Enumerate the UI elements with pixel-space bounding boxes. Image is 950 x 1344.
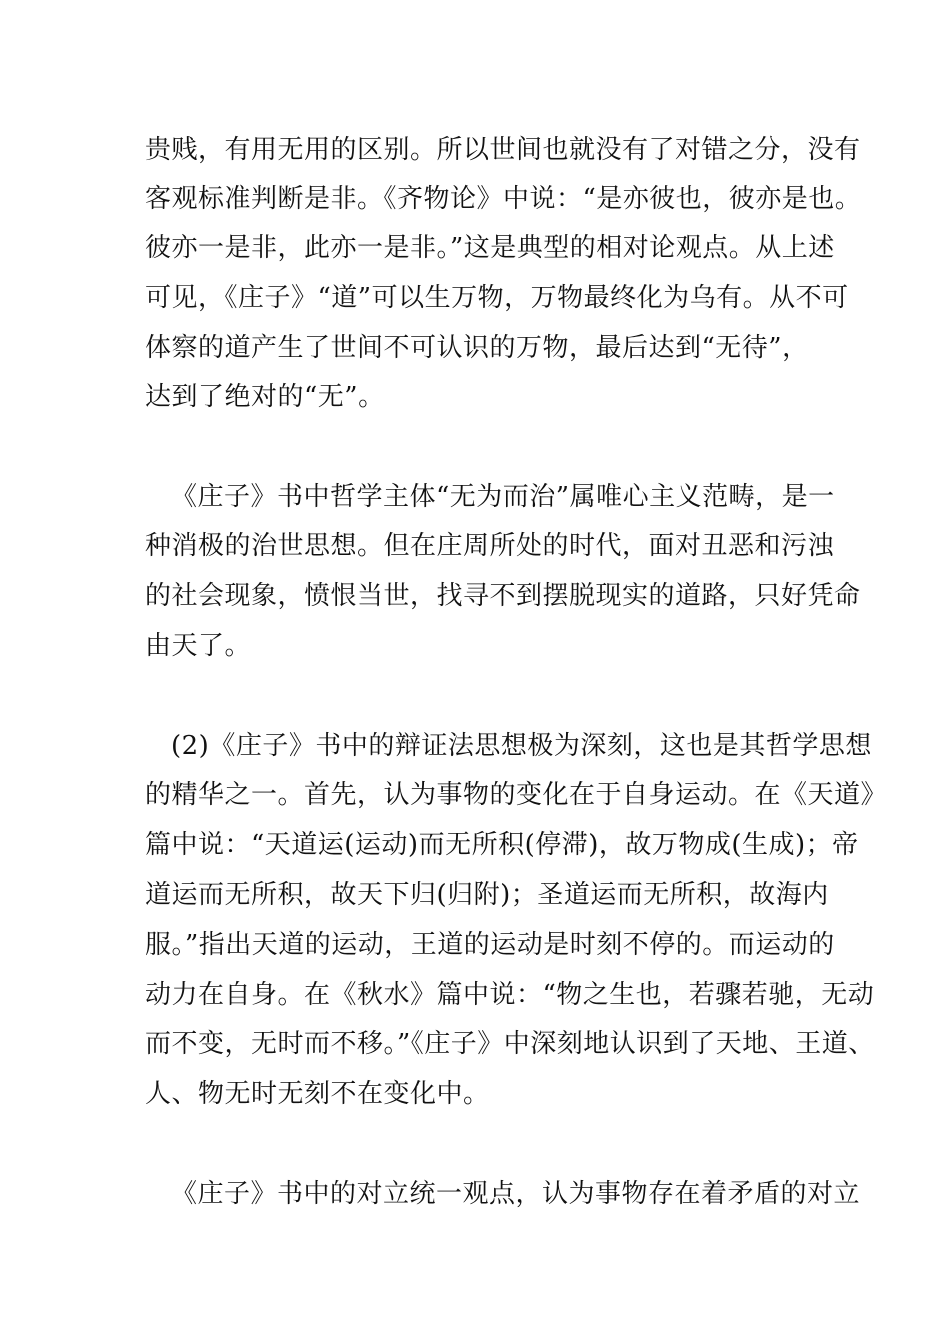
paragraph-1-line-1: 贵贱，有用无用的区别。所以世间也就没有了对错之分，没有 [145, 135, 861, 165]
paragraph-2-line-1: 《庄子》书中哲学主体“无为而治”属唯心主义范畴，是一 [171, 482, 835, 512]
paragraph-1-line-2: 客观标准判断是非。《齐物论》中说：“是亦彼也，彼亦是也。 [145, 184, 862, 214]
paragraph-1-line-6: 达到了绝对的“无”。 [145, 382, 385, 412]
paragraph-3-line-5: 服。”指出天道的运动，王道的运动是时刻不停的。而运动的 [145, 930, 835, 960]
paragraph-3-line-7: 而不变，无时而不移。”《庄子》中深刻地认识到了天地、王道、 [145, 1029, 875, 1059]
paragraph-2-line-2: 种消极的治世思想。但在庄周所处的时代，面对丑恶和污浊 [145, 531, 835, 561]
paragraph-2-line-4: 由天了。 [145, 631, 252, 661]
paragraph-3-line-3: 篇中说：“天道运(运动)而无所积(停滞)，故万物成(生成)；帝 [145, 830, 859, 860]
paragraph-3-line-1: (2)《庄子》书中的辩证法思想极为深刻，这也是其哲学思想 [171, 731, 872, 761]
paragraph-1-line-3: 彼亦一是非，此亦一是非。”这是典型的相对论观点。从上述 [145, 233, 835, 263]
paragraph-1-line-4: 可见，《庄子》“道”可以生万物，万物最终化为乌有。从不可 [145, 283, 849, 313]
paragraph-3-line-2: 的精华之一。首先，认为事物的变化在于自身运动。在《天道》 [145, 780, 888, 810]
paragraph-1-line-5: 体察的道产生了世间不可认识的万物，最后达到“无待”， [145, 333, 809, 363]
paragraph-3-line-4: 道运而无所积，故天下归(归附)；圣道运而无所积，故海内 [145, 880, 829, 910]
paragraph-4-line-1: 《庄子》书中的对立统一观点，认为事物存在着矛盾的对立 [171, 1179, 861, 1209]
paragraph-3-line-6: 动力在自身。在《秋水》篇中说：“物之生也，若骤若驰，无动 [145, 980, 875, 1010]
paragraph-2-line-3: 的社会现象，愤恨当世，找寻不到摆脱现实的道路，只好凭命 [145, 581, 861, 611]
paragraph-3-line-8: 人、物无时无刻不在变化中。 [145, 1079, 490, 1109]
